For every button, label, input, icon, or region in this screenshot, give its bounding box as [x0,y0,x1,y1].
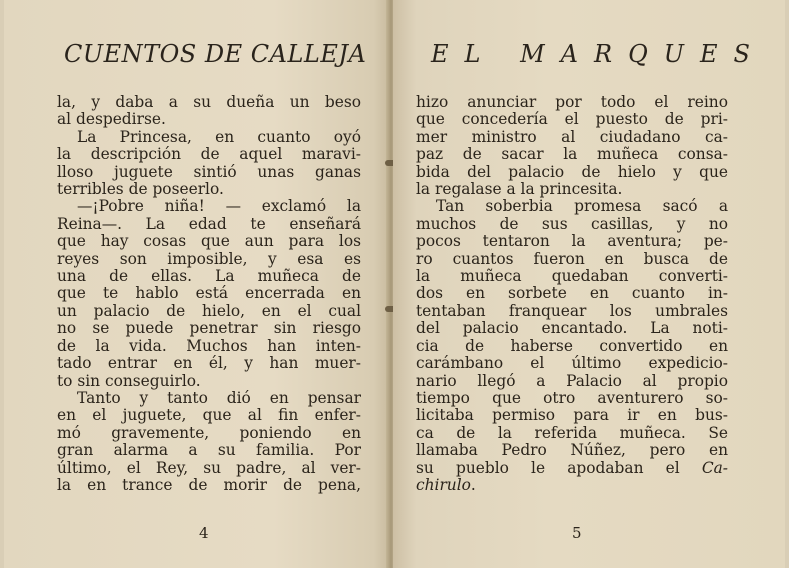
text-line [416,198,728,215]
text-line-content: terribles de poseerlo. [57,180,224,199]
text-line [57,181,361,198]
text-line [416,477,728,494]
text-line-content: Tanto y tanto dió en pensar [77,388,361,407]
text-line-content: lloso juguete sintió unas ganas [57,162,361,181]
text-line [416,216,728,233]
text-line-content: la regalase a la princesita. [416,180,623,199]
text-line-content: de la vida. Muchos han inten- [57,336,361,355]
right-page-number: 5 [572,524,582,542]
text-line [57,320,361,337]
text-line [57,216,361,233]
text-line [416,146,728,163]
text-line-content: paz de sacar la muñeca consa- [416,145,728,164]
text-line [57,233,361,250]
text-line [57,285,361,302]
text-line [416,303,728,320]
text-line [57,251,361,268]
text-line-content: tado entrar en él, y han muer- [57,354,361,373]
text-line [57,407,361,424]
text-line [416,320,728,337]
text-line-content: ca de la referida muñeca. Se [416,423,728,442]
text-line-content: que hay cosas que aun para los [57,232,361,251]
text-line-content: La Princesa, en cuanto oyó [77,127,361,146]
right-page-body [416,94,728,494]
text-line-content: to sin conseguirlo. [57,371,201,390]
text-line-content: licitaba permiso para ir en bus- [416,406,728,425]
text-line-content: su pueblo le apodaban el [416,458,680,477]
text-line-content: mó gravemente, poniendo en [57,423,361,442]
text-line [416,251,728,268]
text-line [416,181,728,198]
text-line [416,355,728,372]
punctuation: . [470,475,476,494]
text-line-content: una de ellas. La muñeca de [57,267,361,286]
text-line [57,303,361,320]
text-line-content: que concedería el puesto de pri- [416,110,728,129]
text-line-content: hizo anunciar por todo el reino [416,93,728,111]
text-line [57,460,361,477]
text-line-content: ro cuantos fueron en busca de [416,249,728,268]
left-page-number: 4 [199,524,209,542]
text-line-content: reyes son imposible, y esa es [57,249,361,268]
text-line [57,146,361,163]
text-line-content: tiempo que otro aventurero so- [416,388,728,407]
text-line [57,111,361,128]
left-page-header: CUENTOS DE CALLEJA [64,40,367,68]
right-page-header: EL MARQUES [431,40,766,68]
text-line-content: cia de haberse convertido en [416,336,728,355]
text-line [57,338,361,355]
text-line-content: gran alarma a su familia. Por [57,441,361,460]
text-line [416,164,728,181]
text-line-content: —¡Pobre niña! — exclamó la [77,197,361,216]
right-page [393,0,785,568]
text-line [57,442,361,459]
text-line [57,198,361,215]
text-line-content: en el juguete, que al fin enfer- [57,406,361,425]
text-line [57,164,361,181]
italic-text: chirulo [416,475,471,494]
text-line-content: llamaba Pedro Núñez, pero en [416,441,728,460]
text-line [416,425,728,442]
left-page-body [57,94,361,494]
text-line [416,338,728,355]
text-line-content: bida del palacio de hielo y que [416,162,728,181]
text-line-content: que te hablo está encerrada en [57,284,361,303]
text-line-content: nario llegó a Palacio al propio [416,371,728,390]
text-line-content: la en trance de morir de pena, [57,475,361,494]
text-line-content: del palacio encantado. La noti- [416,319,728,338]
text-line-content: pocos tentaron la aventura; pe- [416,232,728,251]
text-line-content: un palacio de hielo, en el cual [57,301,361,320]
text-line [416,94,728,111]
text-line [57,94,361,111]
text-line [416,111,728,128]
text-line [57,477,361,494]
text-line [416,390,728,407]
text-line-content: la descripción de aquel maravi- [57,145,361,164]
text-line-content: la muñeca quedaban converti- [416,267,728,286]
text-line [416,268,728,285]
text-line [416,407,728,424]
text-line [57,373,361,390]
text-line-content: último, el Rey, su padre, al ver- [57,458,361,477]
text-line [57,129,361,146]
text-line-content: dos en sorbete en cuanto in- [416,284,728,303]
text-line-content: al despedirse. [57,110,166,129]
italic-text: Ca- [701,458,728,477]
text-line [416,285,728,302]
text-line-content: mer ministro al ciudadano ca- [416,127,728,146]
text-line [416,373,728,390]
text-line [57,390,361,407]
text-line-content: no se puede penetrar sin riesgo [57,319,361,338]
text-line-content: tentaban franquear los umbrales [416,301,728,320]
left-page [4,0,389,568]
text-line-content: Tan soberbia promesa sacó a [436,197,728,216]
text-line [57,355,361,372]
text-line [416,460,728,477]
text-line [416,233,728,250]
text-line-content: Reina—. La edad te enseñará [57,214,361,233]
text-line-content: muchos de sus casillas, y no [416,214,728,233]
text-line-content: la, y daba a su dueña un beso [57,93,361,111]
text-line [416,129,728,146]
text-line [57,425,361,442]
text-line [57,268,361,285]
text-line [416,442,728,459]
text-line-content: carámbano el último expedicio- [416,354,728,373]
